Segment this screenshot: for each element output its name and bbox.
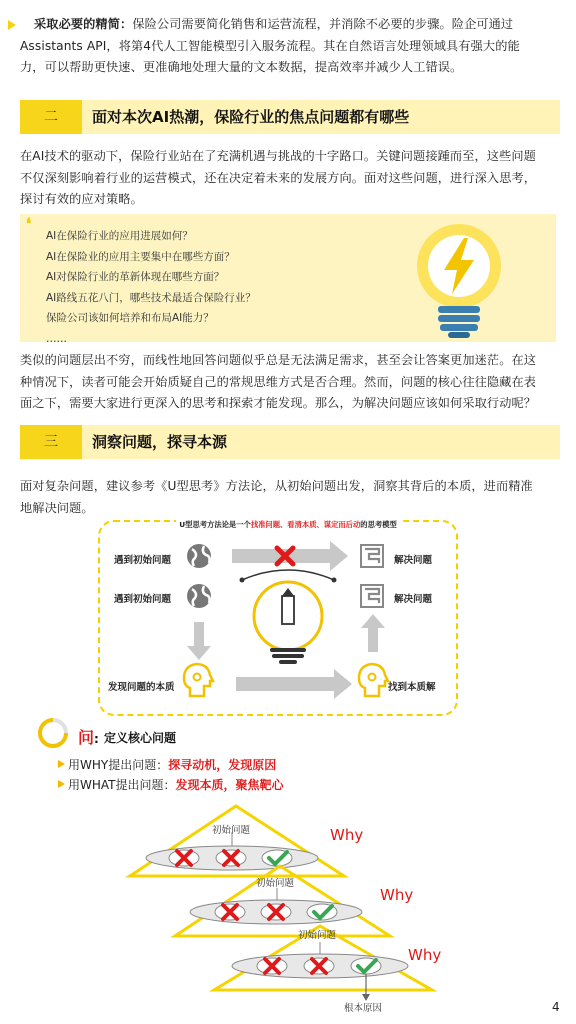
funnel-label: 初始问题	[212, 825, 251, 836]
head-gear-icon	[184, 664, 213, 696]
funnel-label: 初始问题	[256, 878, 295, 889]
maze-icon	[361, 545, 383, 567]
quote-mark-icon: ❛	[26, 214, 32, 233]
maze-icon	[361, 585, 383, 607]
section-title: 面对本次AI热潮，保险行业的焦点问题都有哪些	[92, 108, 410, 126]
down-arrow	[187, 622, 211, 660]
question-item: AI在保险业的应用主要集中在哪些方面？	[46, 250, 235, 263]
circle-ring-icon	[36, 716, 70, 750]
body-paragraph: 类似的问题层出不穷，而线性地回答问题似乎总是无法满足需求，甚至会让答案更加迷茫。在这 种情况下，读者可能会开始质疑自己的常规思维方式是否合理。然而，问题的核心往往隐藏在表 面之下，需要大家进行更深入的思考和探索才能发现。那么，为解决问题应该如何采取行动呢？	[20, 353, 537, 410]
question-item: 保险公司该如何培养和布局AI能力？	[46, 312, 214, 324]
right-arrow	[236, 669, 352, 699]
why-label: Why	[408, 946, 442, 964]
question-item: AI路线五花八门，哪些技术最适合保险行业？	[46, 291, 256, 304]
intro-paragraph: 采取必要的精简：保险公司需要简化销售和运营流程，并消除不必要的步骤。险企可通过 Assistants API，将第4代人工智能模型引入服务流程。其在自然语言处理领域具有强大的能 力，可以帮助更快速、更准确地处理大量的文本数据，提高效率并减少人工错误。	[20, 17, 520, 74]
section-number: 二	[20, 100, 82, 134]
lightbulb-pen-icon	[240, 570, 337, 664]
funnel-level-1	[130, 806, 344, 876]
why-label: Why	[330, 826, 364, 844]
body-paragraph: 面对复杂问题，建议参考《U型思考》方法论，从初始问题出发，洞察其背后的本质，进而精准 地解决问题。	[20, 479, 533, 515]
bullet-item: 用WHAT提出问题：发现本质，聚焦靶心	[58, 776, 284, 793]
diagram-label: 解决问题	[394, 555, 433, 566]
diagram-label: 找到本质解	[388, 682, 436, 693]
globe-icon	[187, 584, 211, 608]
bullet-item: 用WHY提出问题：探寻动机，发现原因	[58, 756, 276, 773]
page-number: 4	[552, 1000, 560, 1014]
funnel-label: 初始问题	[298, 930, 337, 941]
up-arrow	[361, 614, 385, 652]
why-funnel-diagram	[0, 796, 576, 1024]
diagram-label: 解决问题	[394, 594, 433, 605]
question-item: ……	[46, 332, 67, 345]
section-title: 洞察问题，探寻本源	[92, 433, 228, 451]
blocked-arrow	[232, 541, 348, 571]
question-item: AI对保险行业的革新体现在哪些方面？	[46, 271, 225, 283]
core-title: 定义核心问题	[104, 731, 177, 745]
root-arrow	[362, 974, 370, 1001]
diagram-label: 遇到初始问题	[114, 555, 172, 566]
diagram-label: 发现问题的本质	[108, 682, 175, 693]
diagram-title: U型思考方法论是一个找准问题、看清本质、谋定而后动的思考模型	[0, 520, 576, 530]
body-paragraph: 在AI技术的驱动下，保险行业站在了充满机遇与挑战的十字路口。关键问题接踵而至，这些问题 不仅深刻影响着行业的运营模式，还在决定着未来的发展方向。面对这些问题，进行深入思考， 探讨有效的应对策略。	[20, 149, 537, 206]
root-cause-label: 根本原因	[344, 1003, 383, 1014]
globe-icon	[187, 544, 211, 568]
diagram-label: 遇到初始问题	[114, 594, 172, 605]
head-gear-icon	[359, 664, 388, 696]
intro-label: 采取必要的精简：	[34, 17, 133, 31]
core-label: 问:	[78, 728, 99, 747]
why-label: Why	[380, 886, 414, 904]
section-number: 三	[20, 425, 82, 459]
question-item: AI在保险行业的应用进展如何？	[46, 230, 193, 242]
